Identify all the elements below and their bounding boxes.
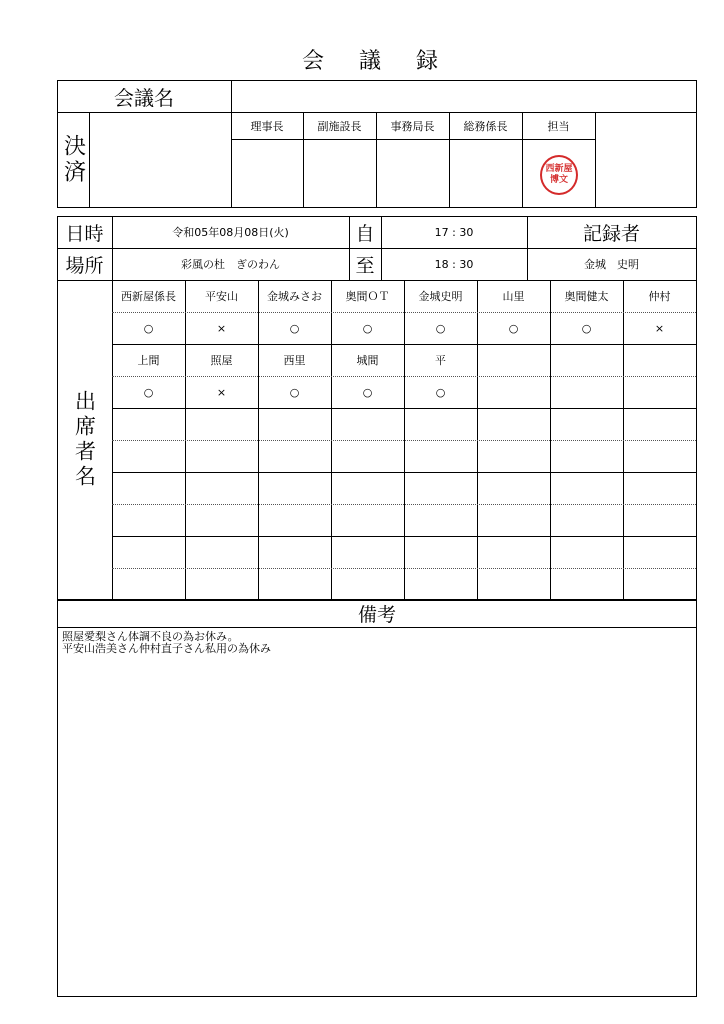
attendee-name: 平安山 <box>205 290 238 303</box>
stamp-line-1: 西新屋 <box>545 164 573 174</box>
role-general-affairs-chief: 総務係長 <box>463 119 508 133</box>
attendee-name <box>477 344 550 376</box>
attendance-mark: ○ <box>435 321 446 335</box>
page-title: 会 議 録 <box>302 49 452 74</box>
approval-label: 決済 <box>60 134 86 186</box>
attendee-name: 山里 <box>502 290 525 303</box>
attendance-mark <box>477 376 550 408</box>
attendance-mark: ○ <box>581 321 592 335</box>
role-chairman: 理事長 <box>250 119 284 133</box>
to-time: 18 : 30 <box>434 257 474 271</box>
attendee-name: 西里 <box>283 354 306 367</box>
date-value: 令和05年08月08日(火) <box>172 226 289 239</box>
attendee-name: 金城みさお <box>267 290 322 303</box>
attendance-mark: ○ <box>289 321 300 335</box>
attendee-name: 平 <box>435 354 446 367</box>
attendance-mark: × <box>216 321 227 335</box>
attendance-mark: ○ <box>508 321 519 335</box>
remarks-label: 備考 <box>357 604 396 626</box>
recorder-name: 金城 史明 <box>584 258 639 271</box>
attendance-mark: ○ <box>143 321 154 335</box>
attendance-mark: ○ <box>362 321 373 335</box>
attendance-mark <box>623 376 696 408</box>
attendee-name <box>623 344 696 376</box>
role-secretary-general: 事務局長 <box>390 119 435 133</box>
attendance-mark: × <box>216 385 227 399</box>
remarks-text: 照屋愛梨さん体調不良の為お休み。 平安山浩美さん仲村直子さん私用の為休み <box>62 630 271 655</box>
attendance-mark: ○ <box>289 385 300 399</box>
attendee-name: 上間 <box>137 354 160 367</box>
attendees-label: 出席者名 <box>72 390 97 490</box>
remarks-section <box>57 600 697 997</box>
recorder-label: 記録者 <box>582 222 640 245</box>
date-label: 日時 <box>65 222 104 245</box>
meeting-name-label: 会議名 <box>114 85 174 110</box>
meeting-name-value <box>232 80 696 112</box>
hanko-stamp <box>540 155 578 195</box>
attendee-name: 西新屋係長 <box>121 290 176 303</box>
attendance-mark: ○ <box>143 385 154 399</box>
attendee-name: 金城史明 <box>418 290 463 303</box>
attendee-name: 照屋 <box>210 354 233 367</box>
role-person-in-charge: 担当 <box>547 119 570 133</box>
attendance-mark: ○ <box>435 385 446 399</box>
attendee-name: 奥間健太 <box>564 290 609 303</box>
attendee-name: 奥間ＯＴ <box>345 290 390 303</box>
from-label: 自 <box>355 222 375 245</box>
attendee-name: 城間 <box>356 354 379 367</box>
attendance-mark: ○ <box>362 385 373 399</box>
place-value: 彩風の杜 ぎのわん <box>181 258 280 271</box>
attendance-mark <box>550 376 623 408</box>
place-label: 場所 <box>65 254 104 277</box>
attendance-mark: × <box>654 321 665 335</box>
stamp-line-2: 博文 <box>549 175 568 185</box>
attendee-name <box>550 344 623 376</box>
attendee-name: 仲村 <box>648 290 671 303</box>
role-vice-director: 副施設長 <box>317 119 362 133</box>
to-label: 至 <box>355 254 375 277</box>
from-time: 17 : 30 <box>434 225 474 239</box>
